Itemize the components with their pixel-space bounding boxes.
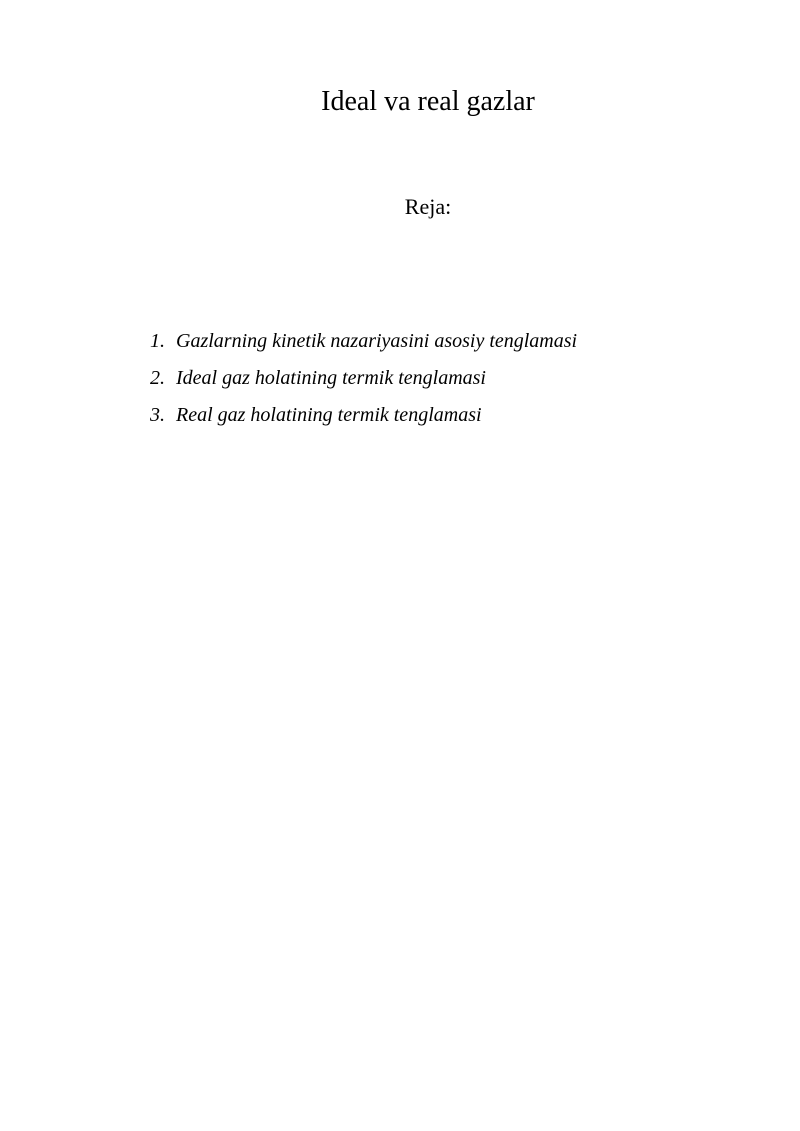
plan-item-number: 3. (150, 404, 165, 426)
plan-item-number: 1. (150, 330, 165, 352)
plan-item-text: Gazlarning kinetik nazariyasini asosiy tenglamasi (176, 330, 578, 352)
document-title: Ideal va real gazlar (321, 86, 535, 117)
plan-heading: Reja: (404, 194, 452, 219)
plan-item (150, 400, 577, 437)
plan-item (150, 363, 577, 400)
plan-item-text: Real gaz holatining termik tenglamasi (176, 404, 482, 426)
plan-item-text: Ideal gaz holatining termik tenglamasi (176, 367, 486, 389)
plan-item-number: 2. (150, 367, 165, 389)
plan-item (150, 326, 577, 363)
plan-list (150, 326, 577, 437)
